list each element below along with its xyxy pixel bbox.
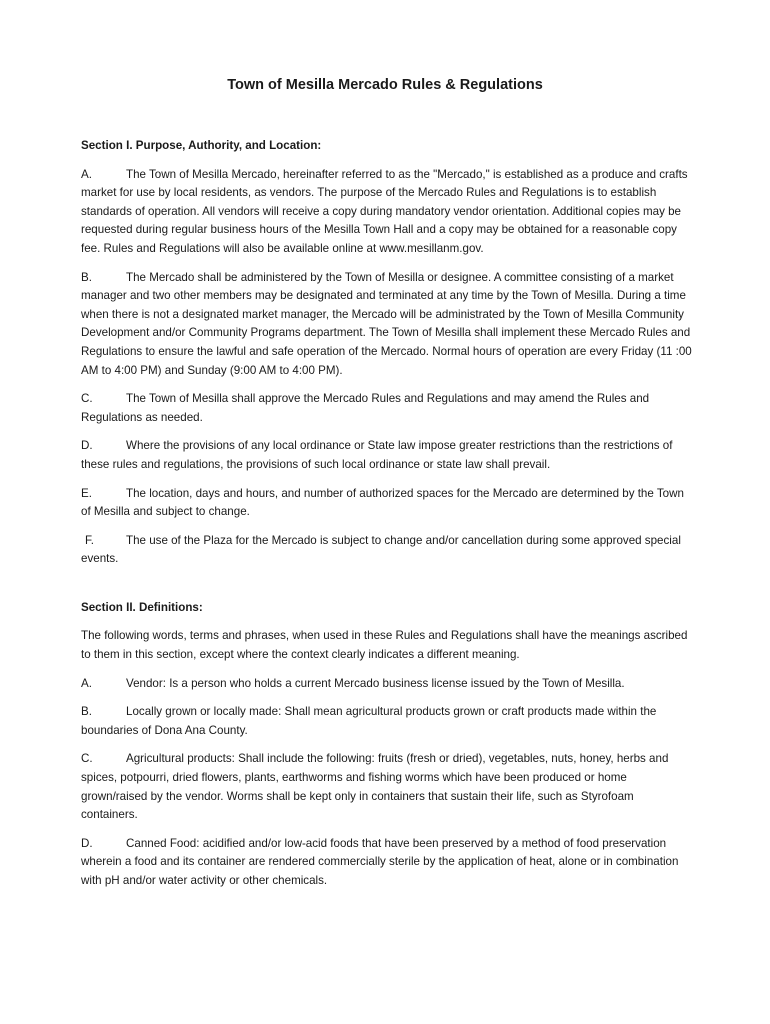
paragraph-text: The Town of Mesilla shall approve the Mercado Rules and Regulations and may amend the Rules and Regulations as needed.: [81, 392, 650, 424]
paragraph-letter: C.: [81, 752, 93, 766]
section-2-paragraph-a: [81, 675, 693, 694]
section-2-paragraph-b: [81, 703, 693, 740]
paragraph-text: The Town of Mesilla Mercado, hereinafter referred to as the "Mercado," is established as a produce and crafts market for use by local residents, as vendors. The purpose of the Mercado Rules and Regulations is to establish standards of operation. All vendors will receive a copy during mandatory vendor orientation. Additional copies may be requested during regular business hours of the Mesilla Town Hall and a copy may be obtained for a reasonable copy fee. Rules and Regulations will also be available online at www.mesillanm.gov.: [81, 167, 688, 255]
paragraph-text: Where the provisions of any local ordinance or State law impose greater restrictions than the restrictions of these rules and regulations, the provisions of such local ordinance or state law shall prevail.: [81, 439, 673, 471]
section-1-paragraph-a: [81, 166, 693, 259]
paragraph-letter: C.: [81, 392, 93, 406]
paragraph-letter: E.: [81, 486, 92, 500]
paragraph-text: The use of the Plaza for the Mercado is subject to change and/or cancellation during some approved special events.: [81, 533, 681, 566]
paragraph-text: The location, days and hours, and number of authorized spaces for the Mercado are determined by the Town of Mesilla and subject to change.: [81, 486, 684, 519]
section-1-paragraph-e: [81, 485, 693, 522]
paragraph-letter: B.: [81, 270, 92, 284]
section-2-heading: Section II. Definitions:: [81, 600, 203, 614]
paragraph-letter: B.: [81, 705, 92, 719]
document-title: Town of Mesilla Mercado Rules & Regulations: [227, 77, 543, 93]
paragraph-text: Canned Food: acidified and/or low-acid foods that have been preserved by a method of food preservation wherein a food and its container are rendered commercially sterile by the application of heat, alone or in combination with pH and/or water activity or other chemicals.: [81, 836, 679, 887]
paragraph-letter: A.: [81, 676, 92, 690]
section-1-heading: Section I. Purpose, Authority, and Location:: [81, 139, 322, 152]
section-1-paragraph-f: [81, 532, 693, 569]
document-body: [81, 137, 693, 901]
section-2-paragraph-c: [81, 750, 693, 824]
section-2-intro: The following words, terms and phrases, when used in these Rules and Regulations shall have the meanings ascribed to them in this section, except where the context clearly indicates a different meaning.: [81, 629, 688, 662]
paragraph-text: Locally grown or locally made: Shall mean agricultural products grown or craft products made within the boundaries of Dona Ana County.: [81, 705, 657, 737]
paragraph-text: Agricultural products: Shall include the following: fruits (fresh or dried), vegetables, nuts, honey, herbs and spices, potpourri, dried flowers, plants, earthworms and fishing worms which have been produced or home grown/raised by the vendor. Worms shall be kept only in containers that sustain their life, such as Styrofoam containers.: [81, 752, 669, 822]
paragraph-letter: D.: [81, 439, 93, 453]
paragraph-text: The Mercado shall be administered by the Town of Mesilla or designee. A committee consisting of a market manager and two other members may be designated and terminated at any time by the Town of Mesilla. During a time when there is not a designated market manager, the Mercado will be administrated by the Town of Mesilla Community Development and/or Community Programs department. The Town of Mesilla shall implement these Mercado Rules and Regulations to ensure the lawful and safe operation of the Mercado. Normal hours of operation are every Friday (11 :00 AM to 4:00 PM) and Sunday (9:00 AM to 4:00 PM).: [81, 270, 692, 377]
paragraph-text: Vendor: Is a person who holds a current Mercado business license issued by the Town of Mesilla.: [126, 676, 625, 690]
section-spacer: [81, 579, 693, 599]
paragraph-letter: A.: [81, 167, 92, 181]
paragraph-letter: D.: [81, 836, 93, 850]
section-1-paragraph-b: [81, 269, 693, 381]
section-2-paragraph-d: [81, 835, 693, 891]
section-1-paragraph-d: [81, 437, 693, 474]
section-1-paragraph-c: [81, 390, 693, 427]
paragraph-letter: F.: [85, 533, 95, 547]
